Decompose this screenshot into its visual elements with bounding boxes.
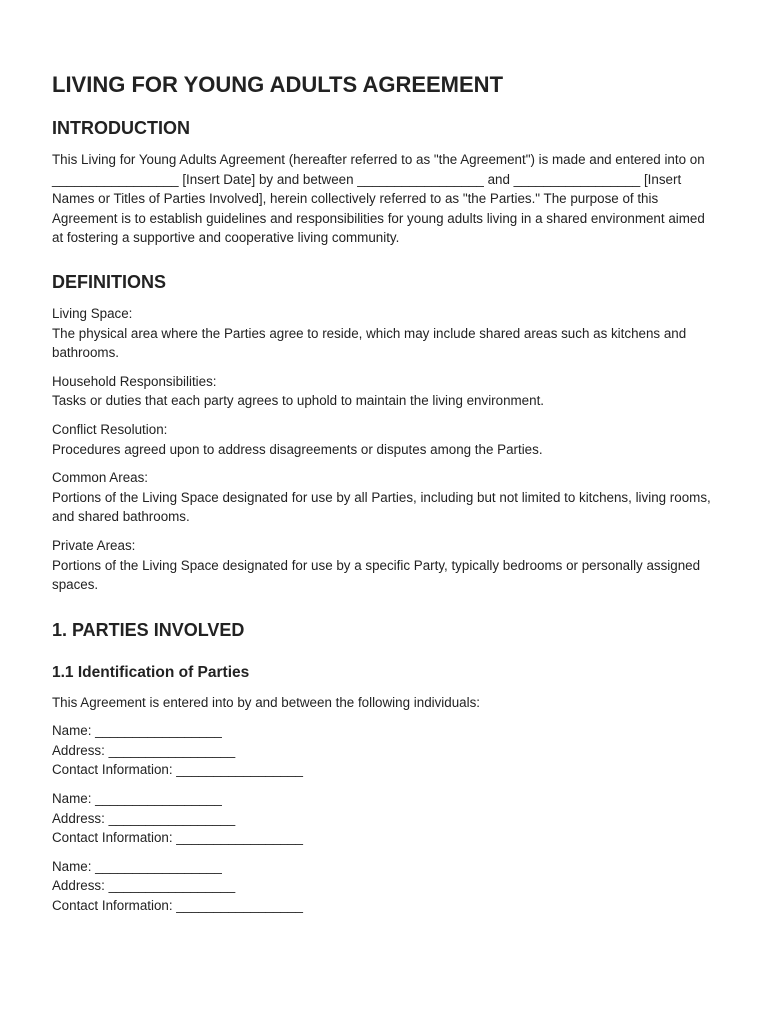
party-entry	[52, 721, 718, 780]
definition-item	[52, 536, 718, 595]
party-contact-field: Contact Information: _________________	[52, 762, 303, 778]
document-title: LIVING FOR YOUNG ADULTS AGREEMENT	[52, 72, 504, 97]
definition-item	[52, 304, 718, 363]
definition-term: Common Areas:	[52, 470, 149, 486]
party-address-field: Address: _________________	[52, 810, 236, 826]
party-name-field: Name: _________________	[52, 858, 222, 874]
definition-term: Household Responsibilities:	[52, 373, 217, 389]
definition-text: Portions of the Living Space designated for use by a specific Party, typically bedrooms or personally assigned spaces.	[52, 557, 701, 593]
definitions-list	[52, 304, 718, 595]
parties-heading: 1. PARTIES INVOLVED	[52, 619, 245, 640]
definition-text: Portions of the Living Space designated for use by all Parties, including but not limited to kitchens, living rooms, and shared bathrooms.	[52, 489, 711, 525]
party-name-field: Name: _________________	[52, 791, 222, 807]
introduction-text: This Living for Young Adults Agreement (hereafter referred to as "the Agreement") is made and entered into on _________________ [Insert Date] by and between _________________ and _________________ [Insert Names or Titles of Parties Involved], herein collectively referred to as "the Parties." The purpose of this Agreement is to establish guidelines and responsibilities for young adults living in a shared environment aimed at fostering a supportive and cooperative living community.	[52, 152, 705, 246]
party-entry	[52, 857, 718, 916]
definition-item	[52, 420, 718, 459]
introduction-heading: INTRODUCTION	[52, 118, 190, 138]
party-contact-field: Contact Information: _________________	[52, 898, 303, 914]
definition-text: The physical area where the Parties agree to reside, which may include shared areas such as kitchens and bathrooms.	[52, 325, 687, 361]
definition-item	[52, 372, 718, 411]
definition-term: Living Space:	[52, 305, 133, 321]
parties-intro-text: This Agreement is entered into by and between the following individuals:	[52, 694, 481, 710]
definition-term: Private Areas:	[52, 537, 136, 553]
definition-item	[52, 468, 718, 527]
party-name-field: Name: _________________	[52, 723, 222, 739]
definition-text: Tasks or duties that each party agrees to uphold to maintain the living environment.	[52, 393, 545, 409]
party-address-field: Address: _________________	[52, 742, 236, 758]
definition-text: Procedures agreed upon to address disagreements or disputes among the Parties.	[52, 441, 543, 457]
identification-heading: 1.1 Identification of Parties	[52, 663, 250, 681]
party-address-field: Address: _________________	[52, 878, 236, 894]
definition-term: Conflict Resolution:	[52, 421, 168, 437]
definitions-heading: DEFINITIONS	[52, 271, 167, 292]
party-entry	[52, 789, 718, 848]
party-contact-field: Contact Information: _________________	[52, 830, 303, 846]
